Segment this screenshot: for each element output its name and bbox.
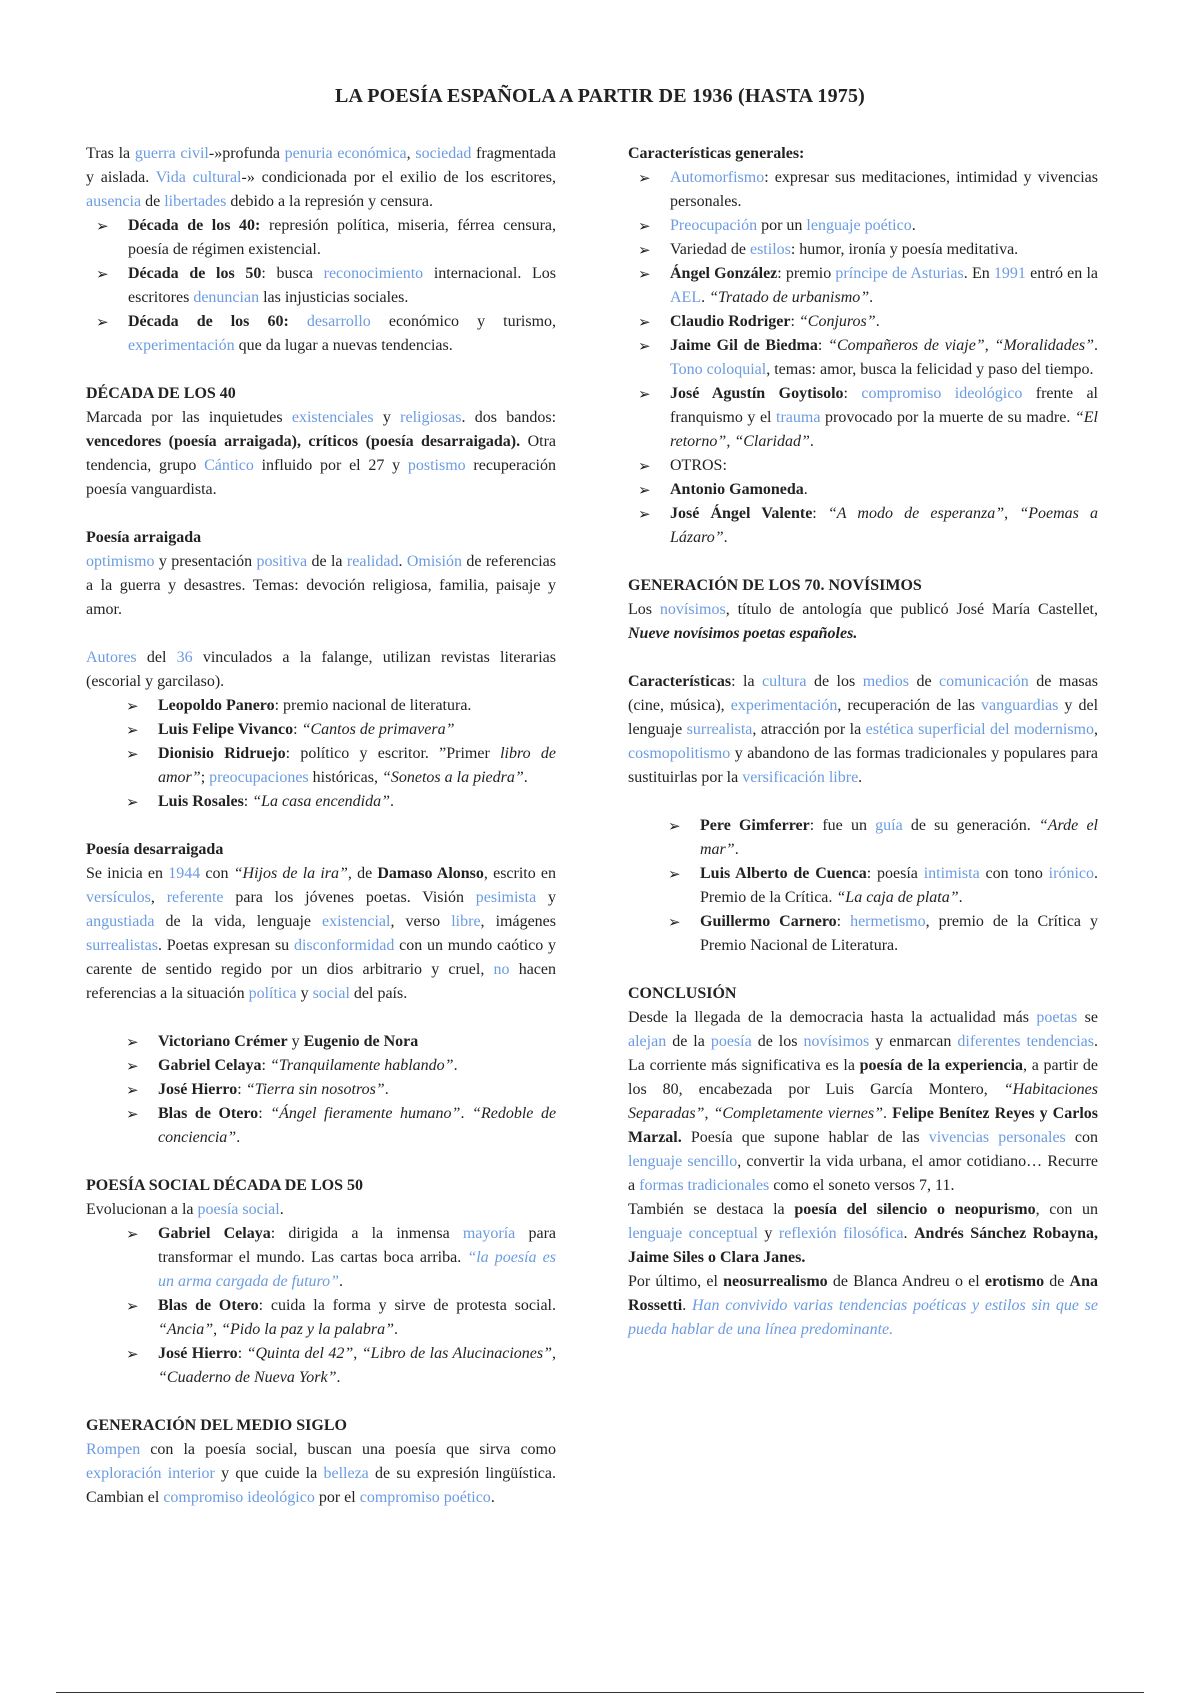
list-item: ➢ José Hierro: “Tierra sin nosotros”. xyxy=(86,1078,556,1102)
footer-rule xyxy=(56,1692,1144,1693)
generales-list xyxy=(628,166,1098,550)
conclusion-paragraph-1: Desde la llegada de la democracia hasta la actualidad más poetas se alejan de la poesía de los novísimos y enmarcan diferentes tendencias. La corriente más significativa es la poesía de la experiencia, a partir de los 80, encabezada por Luis García Montero, “Habitaciones Separadas”, “Completamente viernes”. Felipe Benítez Reyes y Carlos Marzal. Poesía que supone hablar de las vivencias personales con lenguaje sencillo, convertir la vida urbana, el amor cotidiano… Recurre a formas tradicionales como el soneto versos 7, 11. xyxy=(628,1009,1099,1194)
desarraigada-list xyxy=(86,1030,556,1150)
autores-paragraph: Autores del 36 vinculados a la falange, utilizan revistas literarias (escorial y garcilaso). xyxy=(86,649,557,690)
list-item: ➢ Blas de Otero: “Ángel fieramente humano”. “Redoble de conciencia”. xyxy=(86,1102,556,1150)
list-item: ➢ Década de los 60: desarrollo económico y turismo, experimentación que da lugar a nuevas tendencias. xyxy=(86,310,556,358)
section-heading-conclusion: CONCLUSIÓN xyxy=(628,985,737,1002)
conclusion-paragraph-2: También se destaca la poesía del silencio o neopurismo, con un lenguaje conceptual y reflexión filosófica. Andrés Sánchez Robayna, Jaime Siles o Clara Janes. xyxy=(628,1201,1099,1266)
list-item: ➢ Claudio Rodriger: “Conjuros”. xyxy=(628,310,1098,334)
autores-list xyxy=(86,694,556,814)
decada-40-paragraph: Marcada por las inquietudes existenciales y religiosas. dos bandos: vencedores (poesía arraigada), críticos (poesía desarraigada). Otra tendencia, grupo Cántico influido por el 27 y postismo recuperación poesía vanguardista. xyxy=(86,409,557,498)
social-list xyxy=(86,1222,556,1390)
section-heading-caracteristicas-generales: Características generales: xyxy=(628,145,805,162)
section-heading-poesia-social: POESÍA SOCIAL DÉCADA DE LOS 50 xyxy=(86,1177,363,1194)
conclusion-paragraph-3: Por último, el neosurrealismo de Blanca Andreu o el erotismo de Ana Rossetti. Han convivido varias tendencias poéticas y estilos sin que se pueda hablar de una línea predominante. xyxy=(628,1273,1098,1338)
list-item: ➢ Luis Rosales: “La casa encendida”. xyxy=(86,790,556,814)
list-item: ➢ Ángel González: premio príncipe de Asturias. En 1991 entró en la AEL. “Tratado de urbanismo”. xyxy=(628,262,1098,310)
list-item: ➢ Preocupación por un lenguaje poético. xyxy=(628,214,1098,238)
novisimos-authors-list xyxy=(628,814,1098,958)
arraigada-paragraph: optimismo y presentación positiva de la realidad. Omisión de referencias a la guerra y desastres. Temas: devoción religiosa, familia, paisaje y amor. xyxy=(86,553,556,618)
list-item: ➢ Jaime Gil de Biedma: “Compañeros de viaje”, “Moralidades”. Tono coloquial, temas: amor, busca la felicidad y paso del tiempo. xyxy=(628,334,1098,382)
left-column xyxy=(86,142,556,1510)
page-title: LA POESÍA ESPAÑOLA A PARTIR DE 1936 (HASTA 1975) xyxy=(334,85,866,107)
list-item: ➢ Década de los 40: represión política, miseria, férrea censura, poesía de régimen existencial. xyxy=(86,214,556,262)
list-item: ➢ Luis Felipe Vivanco: “Cantos de primavera” xyxy=(86,718,556,742)
list-item: ➢ Variedad de estilos: humor, ironía y poesía meditativa. xyxy=(628,238,1098,262)
list-item: ➢ Pere Gimferrer: fue un guía de su generación. “Arde el mar”. xyxy=(628,814,1098,862)
list-item: ➢ Antonio Gamoneda. xyxy=(628,478,1098,502)
section-heading-desarraigada: Poesía desarraigada xyxy=(86,841,224,858)
list-item: ➢ Leopoldo Panero: premio nacional de literatura. xyxy=(86,694,556,718)
list-item: ➢ José Hierro: “Quinta del 42”, “Libro de las Alucinaciones”, “Cuaderno de Nueva York”. xyxy=(86,1342,556,1390)
list-item: ➢ Gabriel Celaya: dirigida a la inmensa mayoría para transformar el mundo. Las cartas boca arriba. “la poesía es un arma cargada de futuro”. xyxy=(86,1222,556,1294)
section-heading-novisimos: GENERACIÓN DE LOS 70. NOVÍSIMOS xyxy=(628,577,922,594)
social-paragraph: Evolucionan a la poesía social. xyxy=(86,1201,284,1218)
section-heading-medio-siglo: GENERACIÓN DEL MEDIO SIGLO xyxy=(86,1417,347,1434)
section-heading-decada-40: DÉCADA DE LOS 40 xyxy=(86,385,236,402)
decades-list xyxy=(86,214,556,358)
list-item: ➢ Dionisio Ridruejo: político y escritor. ”Primer libro de amor”; preocupaciones históricas, “Sonetos a la piedra”. xyxy=(86,742,556,790)
list-item: ➢ Guillermo Carnero: hermetismo, premio de la Crítica y Premio Nacional de Literatura. xyxy=(628,910,1098,958)
list-item: ➢ Luis Alberto de Cuenca: poesía intimista con tono irónico. Premio de la Crítica. “La caja de plata”. xyxy=(628,862,1098,910)
list-item: ➢ Automorfismo: expresar sus meditaciones, intimidad y vivencias personales. xyxy=(628,166,1098,214)
caracteristicas-paragraph: Características: la cultura de los medios de comunicación de masas (cine, música), experimentación, recuperación de las vanguardias y del lenguaje surrealista, atracción por la estética superficial del modernismo, cosmopolitismo y abandono de las formas tradicionales y populares para sustituirlas por la versificación libre. xyxy=(628,673,1099,786)
list-item: ➢ Victoriano Crémer y Eugenio de Nora xyxy=(86,1030,556,1054)
intro-paragraph: Tras la guerra civil-»profunda penuria económica, sociedad fragmentada y aislada. Vida cultural-» condicionada por el exilio de los escritores, ausencia de libertades debido a la represión y censura. xyxy=(86,145,557,210)
medio-siglo-paragraph: Rompen con la poesía social, buscan una poesía que sirva como exploración interior y que cuide la belleza de su expresión lingüística. Cambian el compromiso ideológico por el compromiso poético. xyxy=(86,1441,557,1506)
list-item: ➢ José Agustín Goytisolo: compromiso ideológico frente al franquismo y el trauma provocado por la muerte de su madre. “El retorno”, “Claridad”. xyxy=(628,382,1098,454)
list-item: ➢ Blas de Otero: cuida la forma y sirve de protesta social. “Ancia”, “Pido la paz y la palabra”. xyxy=(86,1294,556,1342)
desarraigada-paragraph: Se inicia en 1944 con “Hijos de la ira”, de Damaso Alonso, escrito en versículos, referente para los jóvenes poetas. Visión pesimista y angustiada de la vida, lenguaje existencial, verso libre, imágenes surrealistas. Poetas expresan su disconformidad con un mundo caótico y carente de sentido regido por un dios arbitrario y cruel, no hacen referencias a la situación política y social del país. xyxy=(86,865,557,1002)
list-item: ➢ Década de los 50: busca reconocimiento internacional. Los escritores denuncian las injusticias sociales. xyxy=(86,262,556,310)
novisimos-paragraph: Los novísimos, título de antología que publicó José María Castellet, Nueve novísimos poetas españoles. xyxy=(628,601,1099,642)
list-item: ➢ José Ángel Valente: “A modo de esperanza”, “Poemas a Lázaro”. xyxy=(628,502,1098,550)
list-item: ➢ OTROS: xyxy=(628,454,1098,478)
section-heading-arraigada: Poesía arraigada xyxy=(86,529,202,546)
list-item: ➢ Gabriel Celaya: “Tranquilamente hablando”. xyxy=(86,1054,556,1078)
right-column xyxy=(628,142,1098,1342)
